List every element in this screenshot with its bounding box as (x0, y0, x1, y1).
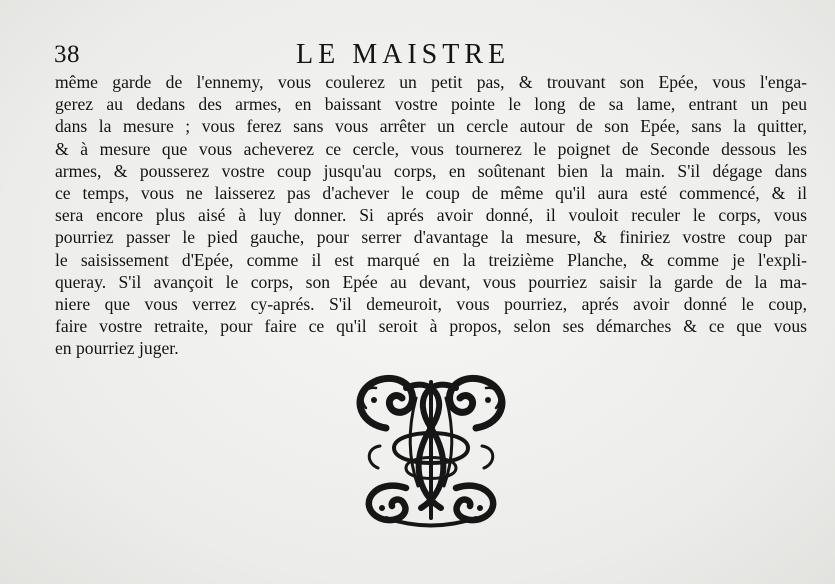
body-text (55, 71, 807, 360)
text-line: en pourriez juger. (55, 338, 179, 359)
monogram-cipher-icon (346, 368, 516, 528)
text-line: niere que vous verrez cy-aprés. S'il demeuroit, vous pourriez, aprés avoir donné le coup, (55, 294, 807, 315)
text-line: & à mesure que vous acheverez ce cercle, vous tournerez le poignet de Seconde dessous les (55, 138, 807, 159)
text-line: pourriez passer le pied gauche, pour serrer d'avantage la mesure, & finiriez vostre coup par (55, 227, 807, 248)
text-line: ce temps, vous ne laisserez pas d'achever le coup de même qu'il aura esté commencé, & il (55, 183, 807, 204)
text-line: le saisissement d'Epée, comme il est marqué en la treizième Planche, & comme je l'expli- (55, 249, 807, 270)
running-title: LE MAISTRE (296, 39, 511, 70)
text-line: faire vostre retraite, pour faire ce qu'il seroit à propos, selon ses démarches & ce que vous (55, 316, 807, 337)
text-line: gerez au dedans des armes, en baissant vostre pointe le long de sa lame, entrant un peu (55, 94, 807, 115)
text-line: même garde de l'ennemy, vous coulerez un petit pas, & trouvant son Epée, vous l'enga- (55, 72, 807, 92)
text-line: armes, & pousserez vostre coup jusqu'au corps, en soûtenant bien la main. S'il dégage dans (55, 160, 807, 181)
text-line: sera encore plus aisé à luy donner. Si aprés avoir donné, il vouloit reculer le corps, vous (55, 205, 807, 226)
text-line: dans la mesure ; vous ferez sans vous arrêter un cercle autour de son Epée, sans la quitter, (55, 116, 807, 137)
page-number: 38 (54, 41, 80, 68)
text-line: queray. S'il avançoit le corps, son Epée au devant, vous pourriez saisir la garde de la ma- (55, 271, 807, 292)
